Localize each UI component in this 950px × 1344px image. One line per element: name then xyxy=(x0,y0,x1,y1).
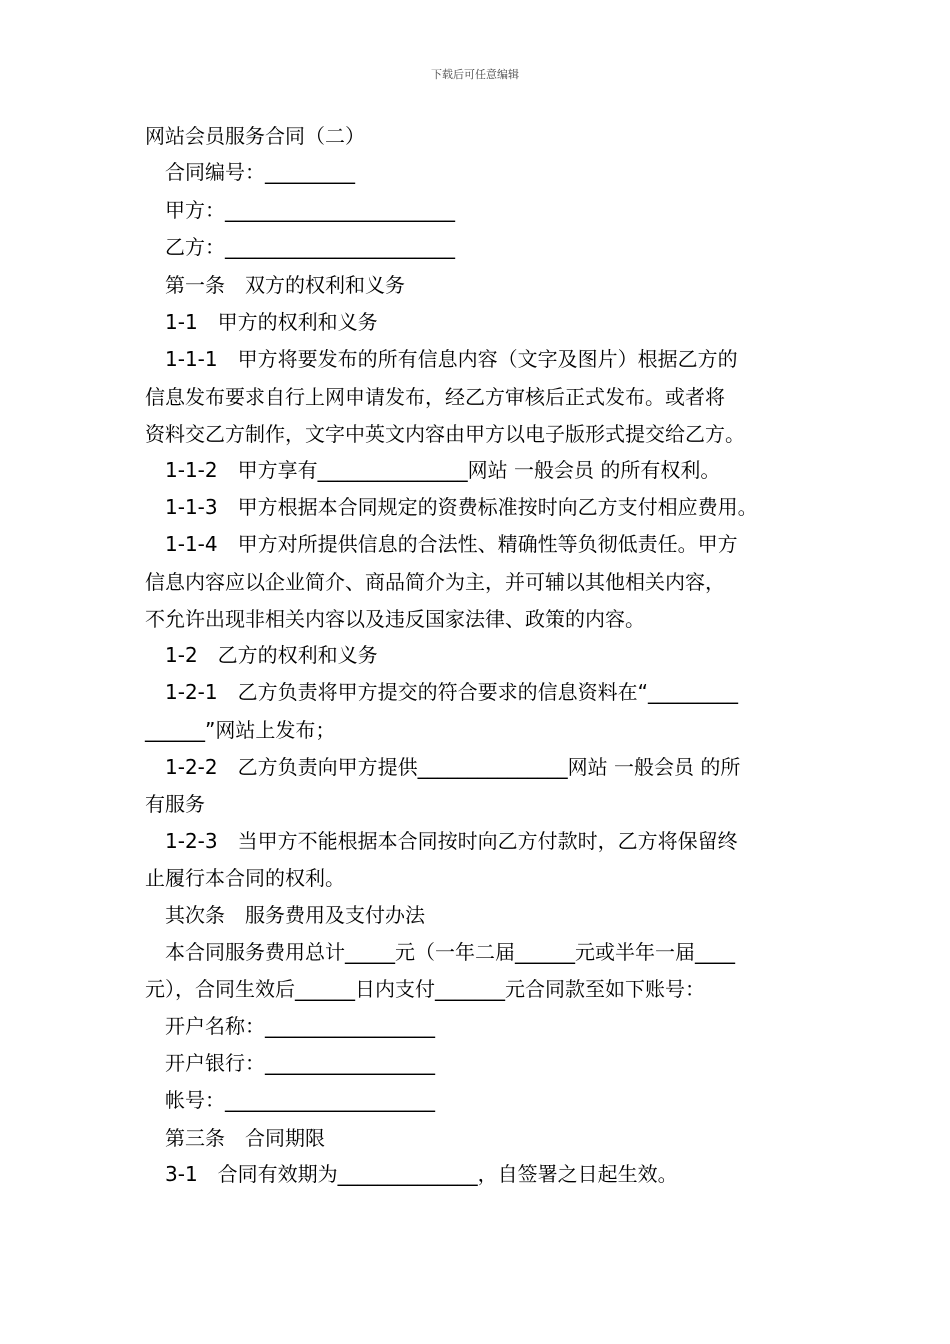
party-a-field: 甲方：_______________________ xyxy=(165,198,455,222)
clause-1-2-2-line-2: 有服务 xyxy=(145,792,205,816)
clause-1-2-1-line-2: ______”网站上发布； xyxy=(145,718,336,742)
clause-1-1-4-line-1: 1-1-4 甲方对所提供信息的合法性、精确性等负彻低责任。甲方 xyxy=(165,532,738,556)
contract-title: 网站会员服务合同（二） xyxy=(145,124,365,148)
clause-1-2-2-line-1: 1-2-2 乙方负责向甲方提供_______________网站 一般会员 的所 xyxy=(165,755,741,779)
clause-1-1-1-line-3: 资料交乙方制作，文字中英文内容由甲方以电子版形式提交给乙方。 xyxy=(145,422,745,446)
account-number-field: 帐号：_____________________ xyxy=(165,1088,435,1112)
clause-1-1-1-line-2: 信息发布要求自行上网申请发布，经乙方审核后正式发布。或者将 xyxy=(145,385,725,409)
article-1-heading: 第一条 双方的权利和义务 xyxy=(165,273,405,297)
clause-1-1-1-line-1: 1-1-1 甲方将要发布的所有信息内容（文字及图片）根据乙方的 xyxy=(165,347,738,371)
bank-field: 开户银行：_________________ xyxy=(165,1051,435,1075)
clause-1-1-4-line-3: 不允许出现非相关内容以及违反国家法律、政策的内容。 xyxy=(145,607,645,631)
article-3-heading: 第三条 合同期限 xyxy=(165,1126,325,1150)
article-2-heading: 其次条 服务费用及支付办法 xyxy=(165,903,425,927)
account-name-field: 开户名称：_________________ xyxy=(165,1014,435,1038)
clause-3-1: 3-1 合同有效期为______________，自签署之日起生效。 xyxy=(165,1162,678,1186)
clause-1-1-4-line-2: 信息内容应以企业简介、商品简介为主，并可辅以其他相关内容， xyxy=(145,570,725,594)
fee-paragraph-line-2: 元），合同生效后______日内支付_______元合同款至如下账号： xyxy=(145,977,705,1001)
section-1-1-heading: 1-1 甲方的权利和义务 xyxy=(165,310,378,334)
clause-1-2-3-line-2: 止履行本合同的权利。 xyxy=(145,866,345,890)
section-1-2-heading: 1-2 乙方的权利和义务 xyxy=(165,643,378,667)
page-header: 下载后可任意编辑 xyxy=(431,68,519,81)
clause-1-2-1-line-1: 1-2-1 乙方负责将甲方提交的符合要求的信息资料在“_________ xyxy=(165,680,738,704)
contract-number-field: 合同编号：_________ xyxy=(165,160,355,184)
clause-1-1-2: 1-1-2 甲方享有_______________网站 一般会员 的所有权利。 xyxy=(165,458,721,482)
party-b-field: 乙方：_______________________ xyxy=(165,235,455,259)
fee-paragraph-line-1: 本合同服务费用总计_____元（一年二届______元或半年一届____ xyxy=(165,940,735,964)
clause-1-1-3: 1-1-3 甲方根据本合同规定的资费标准按时向乙方支付相应费用。 xyxy=(165,495,758,519)
clause-1-2-3-line-1: 1-2-3 当甲方不能根据本合同按时向乙方付款时，乙方将保留终 xyxy=(165,829,738,853)
